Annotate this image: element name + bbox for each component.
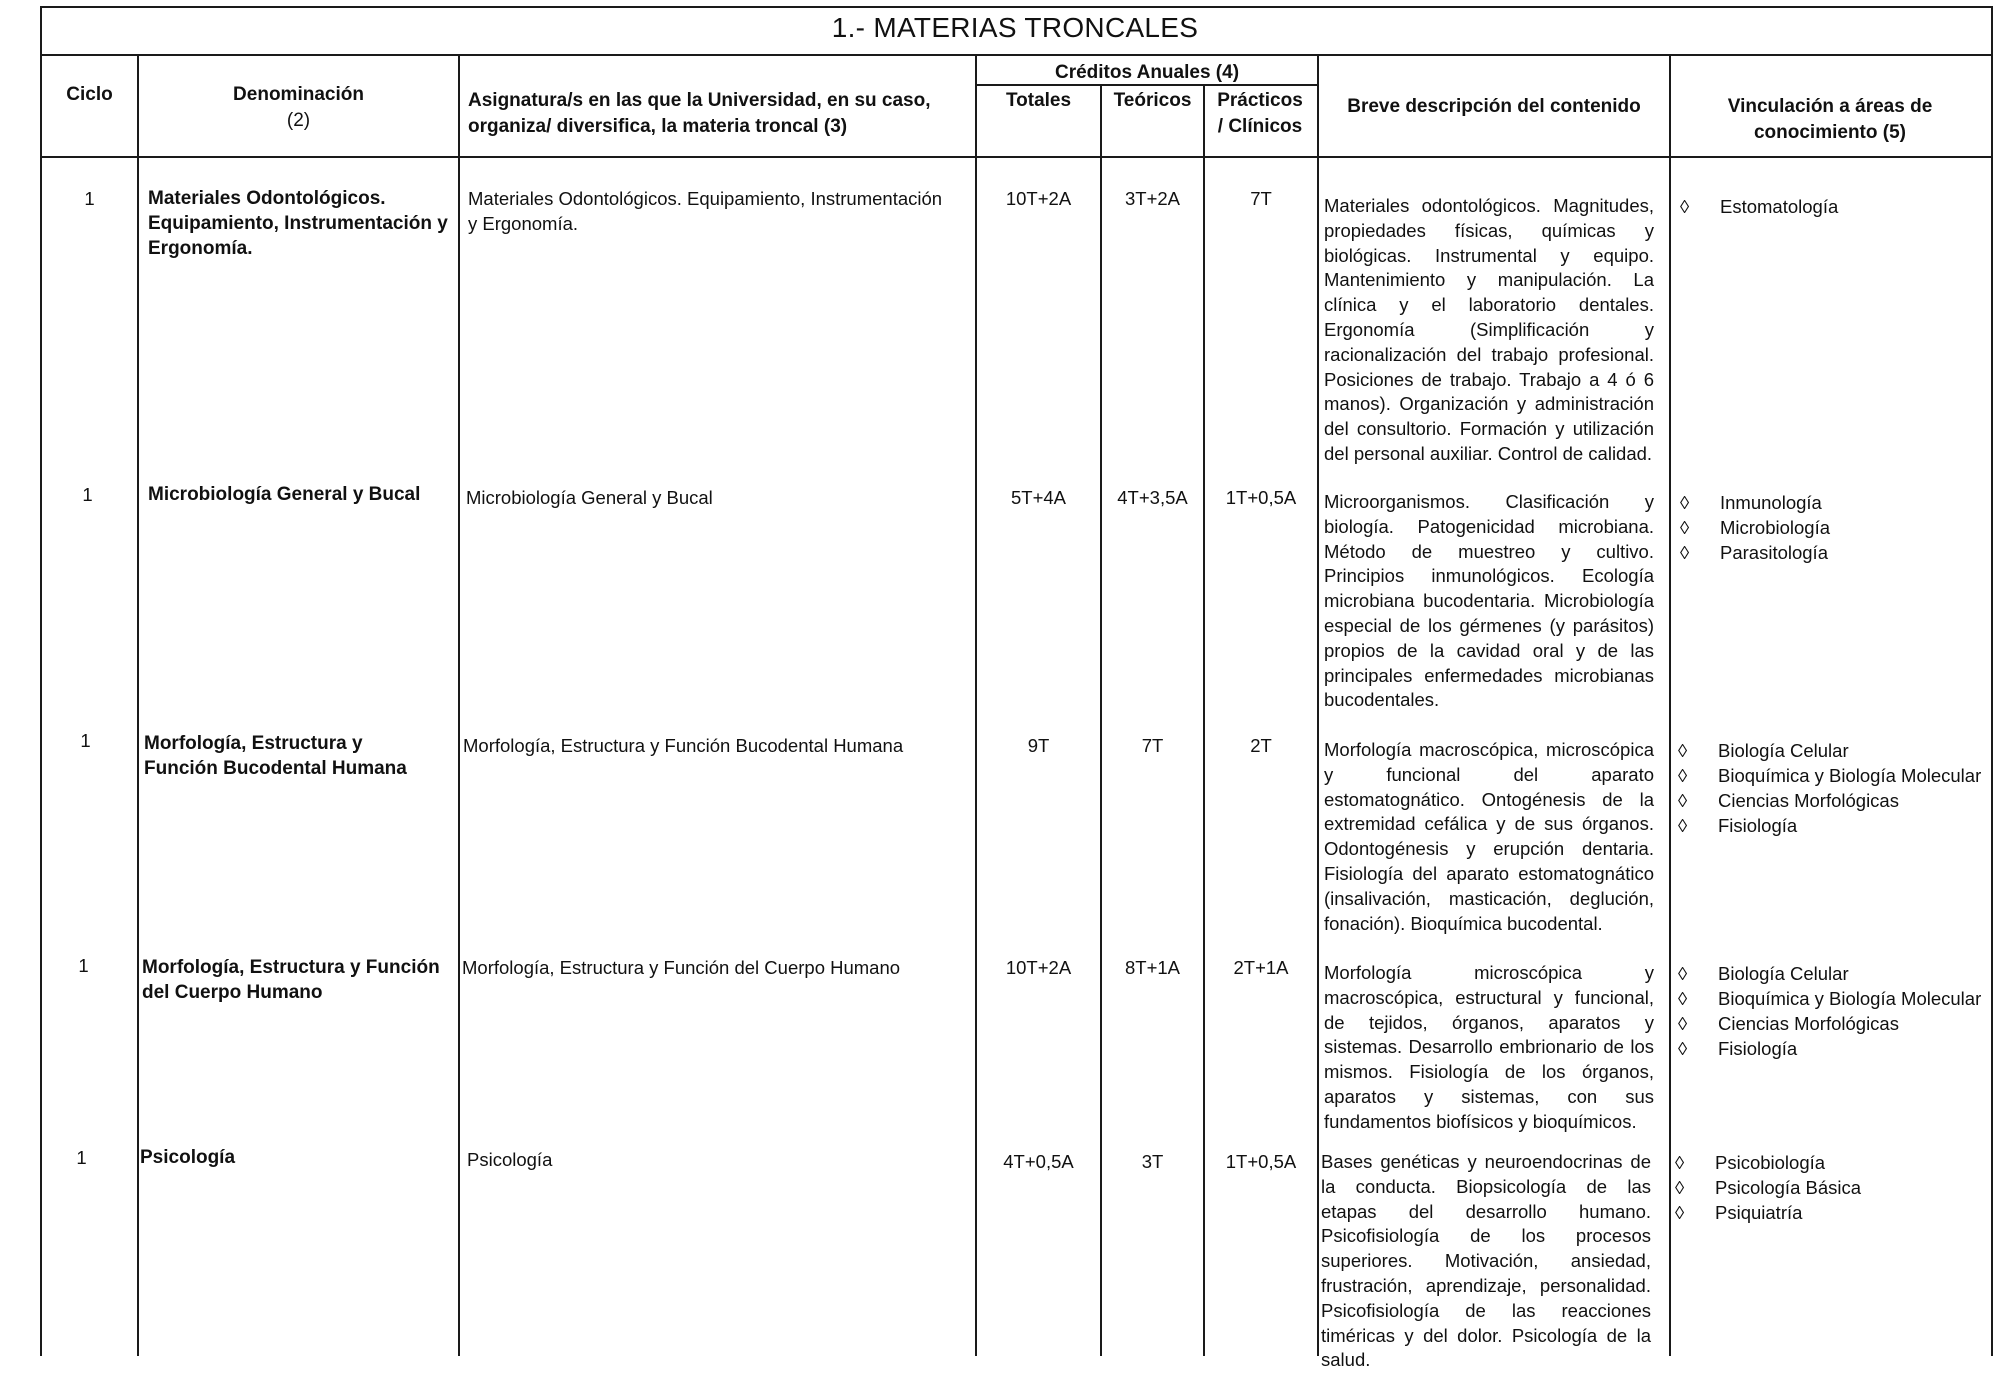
area-label: Psicología Básica (1715, 1177, 1862, 1198)
area-item (1678, 1036, 1983, 1061)
row-areas (1675, 1150, 1980, 1225)
area-item (1678, 961, 1983, 986)
area-item (1680, 540, 1985, 565)
row-totales: 5T+4A (1010, 487, 1067, 508)
row-practicos: 1T+0,5A (1225, 487, 1297, 508)
col-divider-denominacion (458, 54, 460, 1356)
row-totales: 10T+2A (1005, 957, 1072, 978)
row-denominacion: Morfología, Estructura y Función Bucodental Humana (144, 733, 407, 779)
diamond-bullet-icon: ◊ (1680, 542, 1690, 563)
row-descripcion: Microorganismos. Clasificación y biología. Patogenicidad microbiana. Método de muestreo y cultivo. Principios inmunológicos. Ecología microbiana bucodentaria. Microbiología especial de los gérmenes (y parásitos) propios de la cavidad oral y de las principales enfermedades microbianas bucodentales. (1324, 491, 1654, 711)
row-ciclo: 1 (76, 1147, 87, 1168)
area-item (1678, 813, 1983, 838)
row-areas (1680, 194, 1985, 219)
diamond-bullet-icon: ◊ (1678, 790, 1688, 811)
page-title: 1.- MATERIAS TRONCALES (831, 12, 1199, 43)
area-item (1680, 515, 1985, 540)
area-item (1675, 1200, 1980, 1225)
diamond-bullet-icon: ◊ (1675, 1177, 1685, 1198)
area-label: Psicobiología (1715, 1152, 1826, 1173)
area-item (1680, 194, 1985, 219)
col-divider-ciclo (137, 54, 139, 1356)
row-totales: 10T+2A (1005, 188, 1072, 209)
frame-top-border (40, 6, 1993, 8)
frame-right-border (1991, 6, 1993, 1356)
area-item (1678, 986, 1983, 1011)
area-label: Biología Celular (1718, 740, 1849, 761)
col-divider-creditos (1317, 54, 1319, 1356)
area-item (1678, 1011, 1983, 1036)
title-divider (40, 54, 1993, 56)
header-ciclo: Ciclo (66, 84, 113, 105)
area-label: Estomatología (1720, 196, 1839, 217)
row-areas (1678, 961, 1983, 1061)
row-ciclo: 1 (84, 188, 95, 209)
area-item (1675, 1175, 1980, 1200)
diamond-bullet-icon: ◊ (1678, 765, 1688, 786)
row-totales: 9T (1027, 735, 1050, 756)
row-asignatura: Microbiología General y Bucal (466, 487, 713, 508)
area-item (1680, 490, 1985, 515)
row-asignatura: Psicología (467, 1149, 553, 1170)
row-asignatura: Morfología, Estructura y Función del Cuerpo Humano (462, 957, 901, 978)
row-ciclo: 1 (80, 730, 91, 751)
row-teoricos: 3T (1141, 1151, 1164, 1172)
col-divider-descripcion (1669, 54, 1671, 1356)
row-totales: 4T+0,5A (1003, 1151, 1074, 1172)
header-creditos: Créditos Anuales (4) (1054, 62, 1240, 83)
header-practicos: Prácticos / Clínicos (1217, 90, 1303, 137)
row-areas (1680, 490, 1985, 565)
row-descripcion: Morfología microscópica y macroscópica, estructural y funcional, de tejidos, órganos, aparatos y sistemas. Desarrollo embrionario de los mismos. Fisiología de los órganos, aparatos y sistemas, con sus fundamentos biofísicos y bioquímicos. (1324, 962, 1654, 1132)
area-label: Fisiología (1718, 815, 1798, 836)
diamond-bullet-icon: ◊ (1678, 963, 1688, 984)
header-divider (40, 156, 1993, 158)
diamond-bullet-icon: ◊ (1678, 1038, 1688, 1059)
row-descripcion: Morfología macroscópica, microscópica y funcional del aparato estomatognático. Ontogénesis de la extremidad cefálica y de sus órganos. Odontogénesis y erupción dentaria. Fisiología del aparato estomatognático (insalivación, masticación, deglución, fonación). Bioquímica bucodental. (1324, 739, 1654, 934)
area-label: Parasitología (1720, 542, 1828, 563)
area-label: Fisiología (1718, 1038, 1798, 1059)
header-denominacion (139, 82, 458, 134)
diamond-bullet-icon: ◊ (1680, 517, 1690, 538)
header-totales: Totales (1005, 90, 1072, 111)
diamond-bullet-icon: ◊ (1675, 1202, 1685, 1223)
row-descripcion: Bases genéticas y neuroendocrinas de la conducta. Biopsicología de las etapas del desarrollo humano. Psicofisiología de los procesos superiores. Motivación, ansiedad, frustración, aprendizaje, personalidad. Psicofisiología de las reacciones timéricas y del dolor. Psicología de la salud. (1321, 1151, 1651, 1371)
diamond-bullet-icon: ◊ (1678, 740, 1688, 761)
diamond-bullet-icon: ◊ (1680, 196, 1690, 217)
diamond-bullet-icon: ◊ (1675, 1152, 1685, 1173)
row-teoricos: 3T+2A (1124, 188, 1181, 209)
row-denominacion: Materiales Odontológicos. Equipamiento, Instrumentación y Ergonomía. (148, 188, 448, 259)
area-label: Psiquiatría (1715, 1202, 1803, 1223)
row-descripcion: Materiales odontológicos. Magnitudes, propiedades físicas, químicas y biológicas. Instrumental y equipo. Mantenimiento y manipulación. La clínica y el laboratorio dentales. Ergonomía (Simplificación y racionalización del trabajo profesional. Posiciones de trabajo. Trabajo a 4 ó 6 manos). Organización y administración del consultorio. Formación y utilización del personal auxiliar. Control de calidad. (1324, 195, 1654, 464)
header-denominacion-ref: (2) (286, 110, 311, 131)
row-teoricos: 8T+1A (1124, 957, 1181, 978)
row-ciclo: 1 (82, 484, 93, 505)
area-item (1678, 738, 1983, 763)
diamond-bullet-icon: ◊ (1678, 1013, 1688, 1034)
row-ciclo: 1 (78, 955, 89, 976)
row-asignatura: Materiales Odontológicos. Equipamiento, Instrumentación y Ergonomía. (468, 188, 943, 234)
diamond-bullet-icon: ◊ (1680, 492, 1690, 513)
header-vinculacion: Vinculación a áreas de conocimiento (5) (1727, 96, 1933, 143)
diamond-bullet-icon: ◊ (1678, 815, 1688, 836)
diamond-bullet-icon: ◊ (1678, 988, 1688, 1009)
area-item (1678, 763, 1983, 788)
row-practicos: 1T+0,5A (1225, 1151, 1297, 1172)
row-areas (1678, 738, 1983, 838)
row-denominacion: Morfología, Estructura y Función del Cuerpo Humano (142, 957, 440, 1003)
header-denominacion-label: Denominación (233, 84, 364, 105)
row-practicos: 7T (1250, 188, 1272, 209)
row-teoricos: 7T (1141, 735, 1164, 756)
area-label: Ciencias Morfológicas (1718, 790, 1899, 811)
area-label: Bioquímica y Biología Molecular (1718, 765, 1982, 786)
row-practicos: 2T+1A (1233, 957, 1289, 978)
area-item (1678, 788, 1983, 813)
area-label: Biología Celular (1718, 963, 1849, 984)
row-practicos: 2T (1250, 735, 1272, 756)
area-label: Microbiología (1720, 517, 1831, 538)
area-label: Ciencias Morfológicas (1718, 1013, 1899, 1034)
header-descripcion: Breve descripción del contenido (1347, 96, 1641, 117)
header-asignatura: Asignatura/s en las que la Universidad, en su caso, organiza/ diversifica, la materia troncal (3) (468, 90, 931, 137)
area-item (1675, 1150, 1980, 1175)
row-asignatura: Morfología, Estructura y Función Bucodental Humana (463, 735, 904, 756)
row-denominacion: Microbiología General y Bucal (148, 484, 421, 505)
row-teoricos: 4T+3,5A (1117, 487, 1188, 508)
header-teoricos: Teóricos (1113, 90, 1192, 111)
row-denominacion: Psicología (140, 1147, 236, 1168)
area-label: Bioquímica y Biología Molecular (1718, 988, 1982, 1009)
area-label: Inmunología (1720, 492, 1822, 513)
